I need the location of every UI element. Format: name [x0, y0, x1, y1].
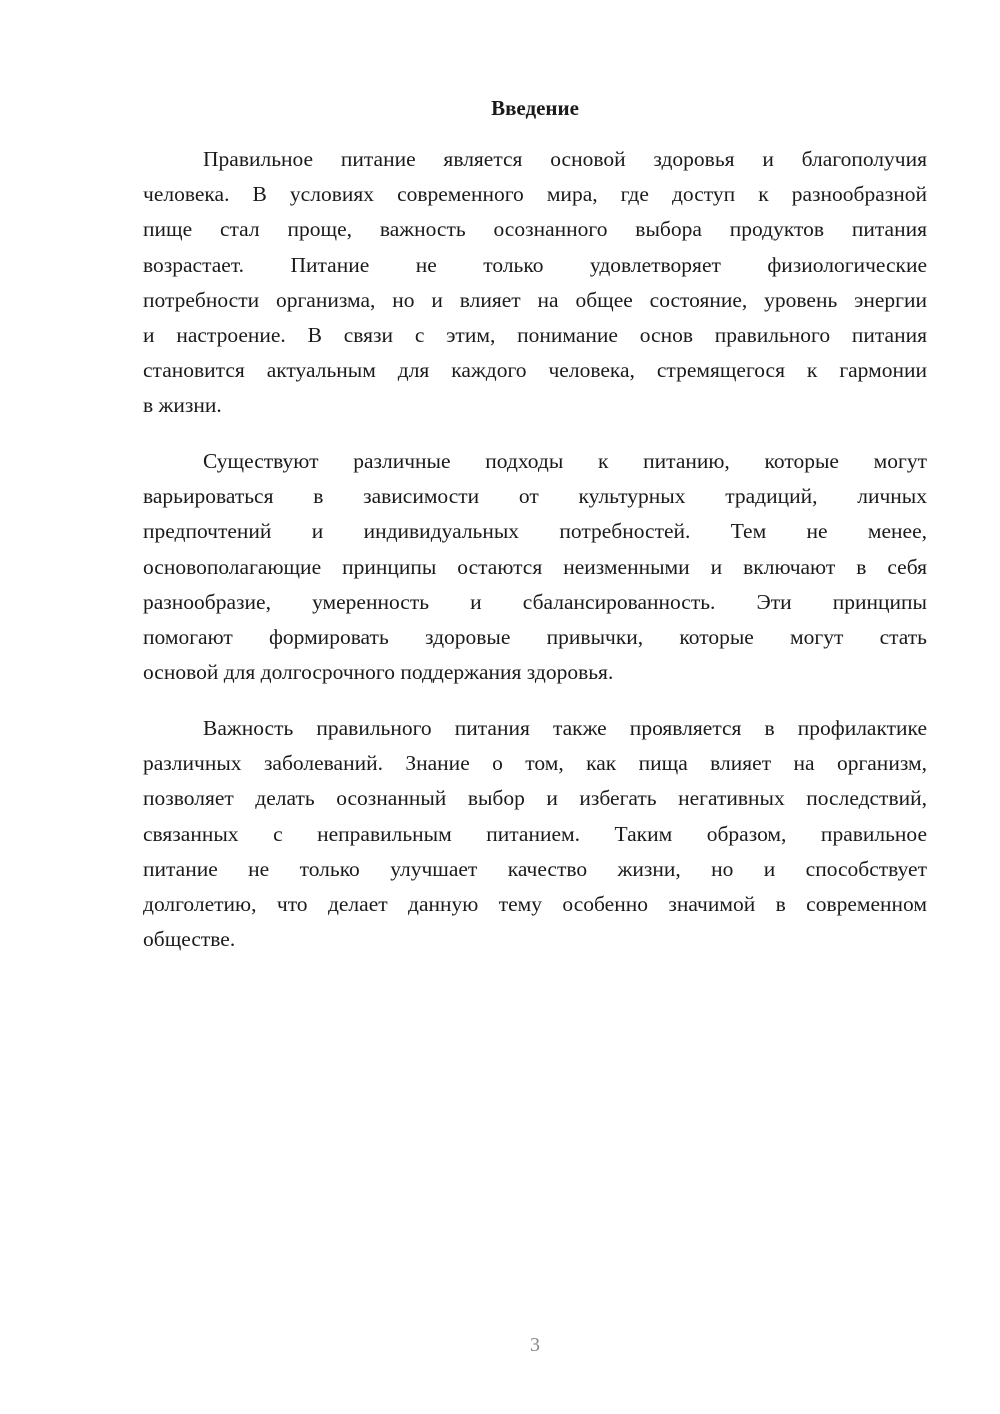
text-line: различных заболеваний. Знание о том, как пища влияет на организм,	[143, 751, 927, 776]
text-line: помогают формировать здоровые привычки, которые могут стать	[143, 624, 927, 649]
text-line: Правильное питание является основой здоровья и благополучия	[203, 147, 927, 171]
text-line: долголетию, что делает данную тему особенно значимой в современном	[143, 891, 927, 916]
text-line: возрастает. Питание не только удовлетворяет физиологические	[143, 252, 927, 277]
text-line: человека. В условиях современного мира, где доступ к разнообразной	[143, 182, 927, 207]
text-line: связанных с неправильным питанием. Таким образом, правильное	[143, 821, 927, 846]
text-line: предпочтений и индивидуальных потребностей. Тем не менее,	[143, 519, 927, 544]
section-title: Введение	[491, 96, 579, 120]
page-number: 3	[530, 1334, 540, 1356]
text-line: позволяет делать осознанный выбор и избегать негативных последствий,	[143, 786, 927, 811]
paragraph-1	[143, 142, 927, 424]
text-line: варьироваться в зависимости от культурных традиций, личных	[143, 484, 927, 509]
text-line: в жизни.	[143, 393, 222, 418]
text-line: обществе.	[143, 927, 236, 952]
text-line: разнообразие, умеренность и сбалансированность. Эти принципы	[143, 589, 927, 614]
text-line: становится актуальным для каждого человека, стремящегося к гармонии	[143, 358, 927, 383]
text-line: Важность правильного питания также проявляется в профилактике	[203, 716, 927, 740]
text-line: потребности организма, но и влияет на общее состояние, уровень энергии	[143, 287, 927, 312]
text-line: и настроение. В связи с этим, понимание основ правильного питания	[143, 322, 927, 347]
paragraph-3	[143, 711, 927, 957]
paragraph-2	[143, 444, 927, 690]
text-line: основополагающие принципы остаются неизменными и включают в себя	[143, 554, 927, 579]
text-line: питание не только улучшает качество жизни, но и способствует	[143, 856, 927, 881]
text-line: основой для долгосрочного поддержания здоровья.	[143, 660, 614, 685]
text-line: Существуют различные подходы к питанию, которые могут	[203, 449, 927, 473]
text-line: пище стал проще, важность осознанного выбора продуктов питания	[143, 217, 927, 242]
